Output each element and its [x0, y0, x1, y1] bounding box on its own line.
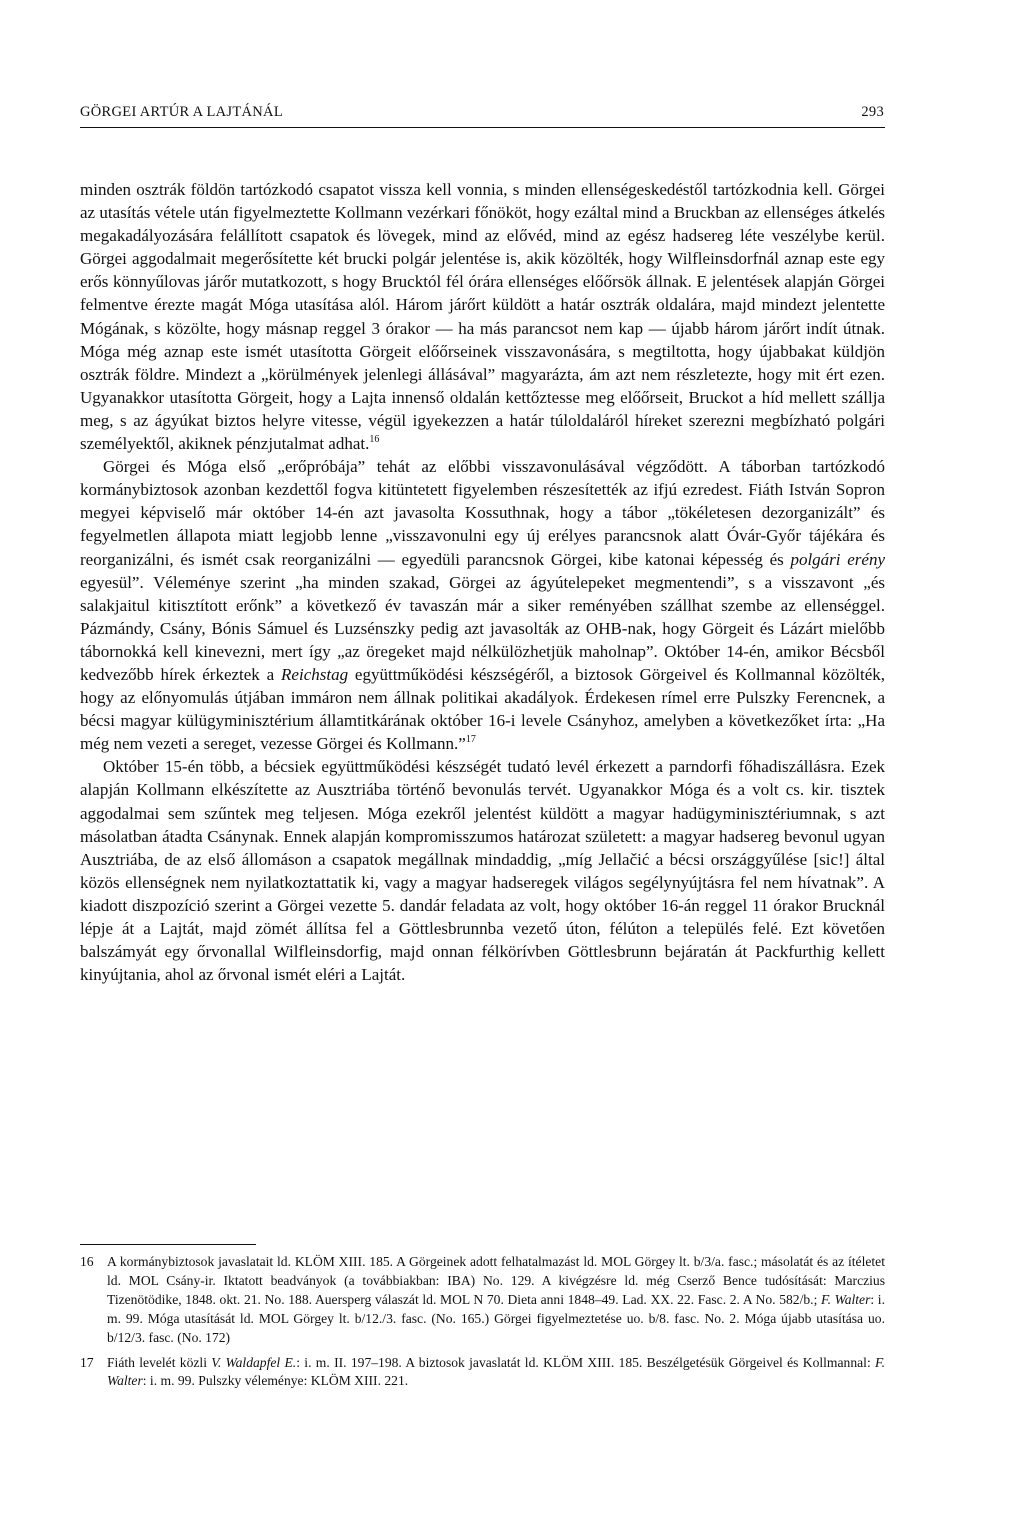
footnote-text — [107, 1354, 885, 1392]
paragraph-1 — [80, 178, 885, 455]
footnote-rule — [80, 1244, 256, 1245]
footnote-16-italic-1: F. Walter — [821, 1291, 871, 1307]
footnote-17-text-a: Fiáth levelét közli — [107, 1354, 212, 1370]
footnote-number: 16 — [80, 1254, 94, 1269]
footnote-17-italic-2: F. Walter — [107, 1354, 885, 1389]
main-text — [80, 178, 885, 986]
header-rule — [80, 127, 885, 128]
paragraph-2-text-c: együttműködési készségéről, a biztosok Görgeivel és Kollmannal közölték, hogy az előnyomulás útjában immáron nem állnak politikai akadályok. Érdekesen rímel erre Pulszky Ferencnek, a bécsi magyar külügyminisztérium államtitkárának október 16-i levele Csányhoz, amelyben a következőket írta: „Ha még nem vezeti a sereget, vezesse Görgei és Kollmann.” — [80, 664, 885, 754]
page-number: 293 — [861, 104, 884, 120]
paragraph-2 — [80, 455, 885, 755]
paragraph-2-text-b: egyesül”. Véleménye szerint „ha minden szakad, Görgei az ágyútelepeket megmentendi”, s a visszavont „és salakjaitul kitisztított erőnk” a következő év tavaszán már a siker reményében szállhat szembe az ellenséggel. Pázmándy, Csány, Bónis Sámuel és Luzsénszky pedig azt javasolták az OHB-nak, hogy Görgeit és Lázárt mielőbb tábornokká kell kinevezni, mert így „az öregeket majd nélkülözhetjük maholnap”. Október 14-én, amikor Bécsből kedvezőbb hírek érkeztek a — [80, 572, 885, 684]
running-head — [80, 104, 884, 121]
footnote-16 — [80, 1253, 885, 1348]
paragraph-2-text-a: Görgei és Móga első „erőpróbája” tehát az előbbi visszavonulásával végződött. A táborban tartózkodó kormánybiztosok azonban kezdettől fogva kitüntetett figyelemben részesítették az ifjú ezredest. Fiáth István Sopron megyei képviselő már október 14-én azt javasolta Kossuthnak, hogy a tábor „tökéletesen dezorganizált” és fegyelmetlen állapota miatt legjobb lenne „visszavonulni egy új erélyes parancsnok alatt Óvár-Győr tájékára és reorganizálni, és ismét csak reorganizálni — egyedüli parancsnok Görgei, kibe katonai képesség és — [80, 457, 885, 569]
running-title: GÖRGEI ARTÚR A LAJTÁNÁL — [80, 104, 283, 120]
footnote-ref-17: 17 — [465, 734, 476, 746]
footnote-number: 17 — [80, 1354, 94, 1370]
paragraph-3 — [80, 755, 885, 986]
footnote-text — [107, 1253, 885, 1348]
footnote-ref-16: 16 — [369, 434, 380, 446]
paragraph-1-text: minden osztrák földön tartózkodó csapatot vissza kell vonnia, s minden ellenségeskedéstől tartózkodnia kell. Görgei az utasítás vétele után figyelmeztette Kollmann vezérkari főnököt, hogy ezáltal mind a Bruckban az ellenséges átkelés megakadályozására felállított csapatok és lövegek, mind az elővéd, mind az egész hadsereg léte veszélybe kerül. Görgei aggodalmait megerősítette két brucki polgár jelentése is, akik közölték, hogy Wilfleinsdorfnál aznap este egy erős könnyűlovas járőr mutatkozott, s hogy Brucktól fél órára ellenséges előőrsök állnak. E jelentések alapján Görgei felmentve érezte magát Móga utasítása alól. Három járőrt küldött a határ osztrák oldalára, majd mindezt jelentette Mógának, s közölte, hogy másnap reggel 3 órakor — ha más parancsot nem kap — újabb három járőrt indít útnak. Móga még aznap este ismét utasította Görgeit előőrseinek visszavonására, s megtiltotta, hogy újabbakat küldjön osztrák földre. Mindezt a „körülmények jelenlegi állásával” magyarázta, ám azt nem részletezte, hogy mit ért ezen. Ugyanakkor utasította Görgeit, hogy a Lajta innenső oldalán kettőztesse meg előőrseit, Bruckot a híd mellett szállja meg, s az ágyúkat biztos helyre vitesse, végül igyekezzen a határ túloldaláról híreket szerezni megbízható polgári személyektől, akiknek pénzjutalmat adhat. — [80, 180, 885, 454]
footnote-16-text-a: A kormánybiztosok javaslatait ld. KLÖM XIII. 185. A Görgeinek adott felhatalmazást ld. MOL Görgey lt. b/3/a. fasc.; másolatát és az ítéletet ld. MOL Csány-ir. Iktatott beadványok (a továbbiakban: IBA) No. 129. A kivégzésre ld. még Cserző Bence tudósítását: Marczius Tizenötödike, 1848. okt. 21. No. 188. Auersperg válaszát ld. MOL N 70. Dieta anni 1848–49. Lad. XX. 22. Fasc. 2. A No. 582/b.; — [107, 1254, 885, 1307]
paragraph-3-text: Október 15-én több, a bécsiek együttműködési készségét tudató levél érkezett a parndorfi főhadiszállásra. Ezek alapján Kollmann elkészítette az Ausztriába történő bevonulás tervét. Ugyanakkor Móga és a volt cs. kir. tisztek aggodalmai sem szűntek meg teljesen. Móga ezekről jelentést küldött a magyar hadügyminisztériumnak, s azt másolatban átadta Csánynak. Ennek alapján kompromisszumos határozat született: a magyar hadsereg bevonul ugyan Ausztriába, de az első állomáson a csapatok megállnak mindaddig, „míg Jellačić a bécsi országgyűlése [sic!] által közös ellenségnek nem nyilatkoztattatik ki, vagy a magyar hadseregek világos segélynyújtásra fel nem hívatnak”. A kiadott diszpozíció szerint a Görgei vezette 5. dandár feladata az volt, hogy október 16-án reggel 11 órakor Brucknál lépje át a Lajtát, majd zömét állítsa fel a Göttlesbrunnba vezető úton, félúton a település felé. Ezt követően balszámyát egy őrvonallal Wilfleinsdorfig, majd onnan félkörívben Göttlesbrunn bejáratán át Packfurthig kellett kinyújtania, ahol az őrvonal ismét eléri a Lajtát. — [80, 757, 885, 985]
footnote-17-text-c: : i. m. 99. Pulszky véleménye: KLÖM XIII. 221. — [142, 1373, 409, 1389]
footnote-17-italic-1: V. Waldapfel E. — [211, 1354, 297, 1370]
footnote-16-text-b: : i. m. 99. Móga utasítását ld. MOL Görgey lt. b/12./3. fasc. (No. 165.) Görgei figyelmeztetése uo. b/8. fasc. No. 2. Móga újabb utasítása uo. b/12/3. fasc. (No. 172) — [107, 1291, 885, 1345]
footnote-17-text-b: : i. m. II. 197–198. A biztosok javaslatát ld. KLÖM XIII. 185. Beszélgetésük Görgeivel és Kollmannal: — [296, 1354, 876, 1370]
paragraph-2-italic-1: polgári erény — [790, 549, 885, 569]
paragraph-2-italic-2: Reichstag — [281, 664, 349, 684]
footnote-17 — [80, 1354, 885, 1392]
footnotes — [80, 1253, 885, 1391]
